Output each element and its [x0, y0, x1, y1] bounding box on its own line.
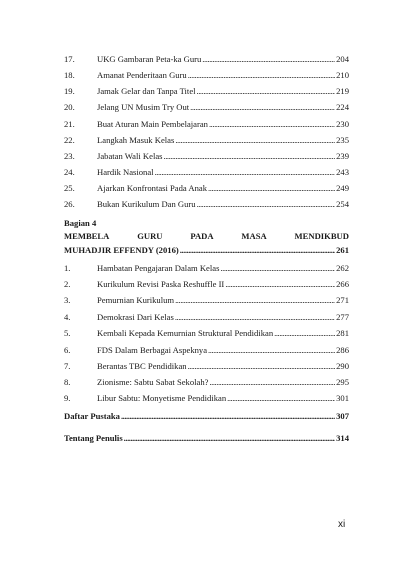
dot-leader: [121, 410, 335, 422]
dot-leader: [164, 150, 336, 162]
toc-entry[interactable]: [64, 376, 349, 388]
entry-title: Jabatan Wali Kelas: [97, 151, 163, 161]
dot-leader: [188, 69, 335, 81]
entry-page: 210: [336, 70, 349, 80]
toc-entry[interactable]: [64, 85, 349, 97]
dot-leader: [209, 118, 335, 130]
toc-entry[interactable]: [64, 182, 349, 194]
entry-page: 295: [336, 377, 349, 387]
entry-number: 6.: [64, 345, 71, 355]
entry-page: 314: [336, 433, 349, 443]
toc-entry[interactable]: [64, 344, 349, 356]
section-label: Bagian 4: [64, 218, 97, 228]
toc-backmatter-entry[interactable]: [64, 432, 349, 444]
entry-page: 266: [336, 279, 349, 289]
dot-leader: [190, 101, 335, 113]
entry-number: 8.: [64, 377, 71, 387]
toc-entry[interactable]: [64, 118, 349, 130]
section-title-word: MEMBELA: [64, 231, 110, 241]
entry-title: Jamak Gelar dan Tanpa Titel: [97, 86, 196, 96]
dot-leader: [209, 376, 335, 388]
entry-number: 26.: [64, 199, 75, 209]
toc-entry[interactable]: [64, 278, 349, 290]
entry-page: 262: [336, 263, 349, 273]
entry-number: 22.: [64, 135, 75, 145]
entry-title: Kurikulum Revisi Paska Reshuffle II: [97, 279, 225, 289]
toc-entry[interactable]: [64, 150, 349, 162]
section-title-word: GURU: [137, 231, 163, 241]
entry-title: Ajarkan Konfrontasi Pada Anak: [97, 183, 208, 193]
entry-number: 9.: [64, 393, 71, 403]
dot-leader: [175, 134, 335, 146]
dot-leader: [208, 182, 335, 194]
entry-title: FDS Dalam Berbagai Aspeknya: [97, 345, 208, 355]
entry-title: Buat Aturan Main Pembelajaran: [97, 119, 208, 129]
entry-title: Kembali Kepada Kemurnian Struktural Pendidikan: [97, 328, 274, 338]
toc-entry[interactable]: [64, 69, 349, 81]
toc-entry[interactable]: [64, 327, 349, 339]
entry-number: 2.: [64, 279, 71, 289]
entry-number: 1.: [64, 263, 71, 273]
entry-number: 17.: [64, 54, 75, 64]
dot-leader: [197, 198, 336, 210]
dot-leader: [155, 166, 336, 178]
entry-title: Demokrasi Dari Kelas: [97, 312, 174, 322]
toc-entry[interactable]: [64, 166, 349, 178]
entry-page: 307: [336, 411, 349, 421]
entry-page: 249: [336, 183, 349, 193]
entry-number: 21.: [64, 119, 75, 129]
section-title-line1[interactable]: [64, 230, 349, 242]
dot-leader: [180, 244, 335, 256]
section-title-word: PADA: [190, 231, 214, 241]
entry-number: 3.: [64, 295, 71, 305]
entry-page: 224: [336, 102, 349, 112]
dot-leader: [225, 278, 335, 290]
dot-leader: [175, 311, 335, 323]
entry-title: Langkah Masuk Kelas: [97, 135, 175, 145]
entry-number: 20.: [64, 102, 75, 112]
toc-entry[interactable]: [64, 360, 349, 372]
dot-leader: [188, 360, 336, 372]
entry-page: 281: [336, 328, 349, 338]
toc-entry[interactable]: [64, 294, 349, 306]
entry-page: 301: [336, 393, 349, 403]
entry-page: 230: [336, 119, 349, 129]
entry-page: 235: [336, 135, 349, 145]
entry-page: 277: [336, 312, 349, 322]
section-page: 261: [336, 245, 349, 255]
section-title-word: MENDIKBUD: [294, 231, 349, 241]
entry-number: 4.: [64, 312, 71, 322]
toc-entry[interactable]: [64, 53, 349, 65]
dot-leader: [175, 294, 335, 306]
entry-number: 7.: [64, 361, 71, 371]
entry-title: Tentang Penulis: [64, 433, 123, 443]
entry-title: Zionisme: Sabtu Sabat Sekolah?: [97, 377, 209, 387]
dot-leader: [197, 85, 336, 97]
entry-page: 290: [336, 361, 349, 371]
toc-entry[interactable]: [64, 134, 349, 146]
dot-leader: [274, 327, 335, 339]
entry-page: 239: [336, 151, 349, 161]
page-number: xi: [338, 519, 346, 530]
entry-title: Libur Sabtu: Monyetisme Pendidikan: [97, 393, 227, 403]
section-title-word: MASA: [241, 231, 267, 241]
dot-leader: [202, 53, 335, 65]
entry-number: 25.: [64, 183, 75, 193]
entry-page: 243: [336, 167, 349, 177]
dot-leader: [208, 344, 335, 356]
entry-page: 254: [336, 199, 349, 209]
toc-entry[interactable]: [64, 392, 349, 404]
entry-title: Pemurnian Kurikulum: [97, 295, 175, 305]
entry-title: UKG Gambaran Peta-ka Guru: [97, 54, 202, 64]
dot-leader: [124, 432, 335, 444]
entry-title: Amanat Penderitaan Guru: [97, 70, 187, 80]
entry-title: Bukan Kurikulum Dan Guru: [97, 199, 196, 209]
entry-title: Hardik Nasional: [97, 167, 154, 177]
toc-entry[interactable]: [64, 101, 349, 113]
entry-number: 18.: [64, 70, 75, 80]
toc-backmatter-entry[interactable]: [64, 410, 349, 422]
dot-leader: [220, 262, 335, 274]
toc-entry[interactable]: [64, 311, 349, 323]
entry-number: 23.: [64, 151, 75, 161]
entry-page: 219: [336, 86, 349, 96]
toc-entry[interactable]: [64, 198, 349, 210]
entry-title: Daftar Pustaka: [64, 411, 120, 421]
entry-page: 286: [336, 345, 349, 355]
section-title-line2[interactable]: [64, 244, 349, 256]
entry-title: Berantas TBC Pendidikan: [97, 361, 187, 371]
entry-page: 204: [336, 54, 349, 64]
dot-leader: [227, 392, 335, 404]
section-title: MUHADJIR EFFENDY (2016): [64, 245, 179, 255]
toc-entry[interactable]: [64, 262, 349, 274]
entry-title: Jelang UN Musim Try Out: [97, 102, 190, 112]
entry-number: 5.: [64, 328, 71, 338]
entry-number: 19.: [64, 86, 75, 96]
entry-title: Hambatan Pengajaran Dalam Kelas: [97, 263, 220, 273]
entry-number: 24.: [64, 167, 75, 177]
entry-page: 271: [336, 295, 349, 305]
